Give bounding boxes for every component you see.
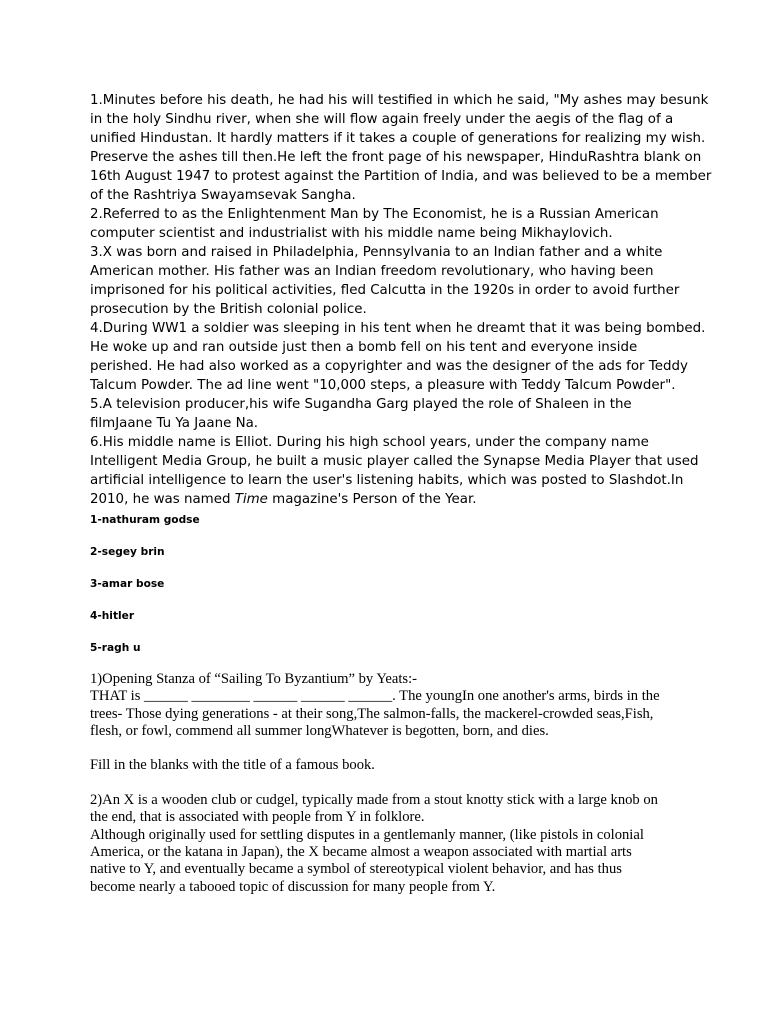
question-number: 5. xyxy=(90,397,103,412)
question-1-line: of the Rashtriya Swayamsevak Sangha. xyxy=(90,188,356,203)
cudgel-question-line: native to Y, and eventually became a symbol of stereotypical violent behavior, and has thus xyxy=(90,861,622,878)
instruction-line: Fill in the blanks with the title of a famous book. xyxy=(90,757,375,774)
question-6-line: 2010, he was named Time magazine's Person of the Year. xyxy=(90,492,477,507)
question-1-line: Preserve the ashes till then.He left the front page of his newspaper, HinduRashtra blank on xyxy=(90,150,702,165)
question-1-line: in the holy Sindhu river, when she will flow again freely under the aegis of the flag of a xyxy=(90,112,674,127)
question-5-line: filmJaane Tu Ya Jaane Na. xyxy=(90,416,259,431)
question-text: X was born and raised in Philadelphia, Pennsylvania to an Indian father and a white xyxy=(102,245,663,260)
question-number: 3. xyxy=(90,245,103,260)
question-4-line xyxy=(90,319,706,338)
paragraph-gap xyxy=(90,775,690,792)
question-3-line xyxy=(90,243,690,262)
question-6-line: artificial intelligence to learn the user's listening habits, which was posted to Slashdot.In xyxy=(90,473,684,488)
cudgel-question-line: the end, that is associated with people from Y in folklore. xyxy=(90,809,425,826)
question-text: A television producer,his wife Sugandha Garg played the role of Shaleen in the xyxy=(102,397,632,412)
question-text: Referred to as the Enlightenment Man by The Economist, he is a Russian American xyxy=(102,207,659,222)
stanza-question-line: 1)Opening Stanza of “Sailing To Byzantium” by Yeats:- xyxy=(90,671,418,687)
question-3-line: prosecution by the British colonial police. xyxy=(90,302,367,317)
question-text: Minutes before his death, he had his will testified in which he said, "My ashes may besunk xyxy=(102,93,709,108)
question-1-line xyxy=(90,91,709,110)
question-1-line: 16th August 1947 to protest against the Partition of India, and was believed to be a member xyxy=(90,169,712,184)
stanza-question-line: THAT is ______ ________ ______ ______ ______. The youngIn one another's arms, birds in the xyxy=(90,688,660,705)
question-5-line xyxy=(90,395,690,414)
question-2-line: computer scientist and industrialist with his middle name being Mikhaylovich. xyxy=(90,226,613,241)
question-6-line: Intelligent Media Group, he built a music player called the Synapse Media Player that used xyxy=(90,454,699,469)
question-number: 6. xyxy=(90,435,103,450)
answer-item: 5-ragh u xyxy=(90,642,141,654)
question-6-line xyxy=(90,433,690,452)
question-2-line xyxy=(90,205,690,224)
question-number: 2. xyxy=(90,207,103,222)
stanza-question-line: trees- Those dying generations - at their song,The salmon-falls, the mackerel-crowded seas,Fish, xyxy=(90,705,654,722)
answer-item: 1-nathuram godse xyxy=(90,514,200,526)
question-3-line: imprisoned for his political activities, fled Calcutta in the 1920s in order to avoid further xyxy=(90,283,680,298)
paragraph-gap xyxy=(90,740,690,757)
question-text: His middle name is Elliot. During his high school years, under the company name xyxy=(102,435,649,450)
quiz-questions xyxy=(90,91,712,509)
cudgel-question-line: America, or the katana in Japan), the X became almost a weapon associated with martial arts xyxy=(90,843,632,860)
cudgel-question-line: 2)An X is a wooden club or cudgel, typically made from a stout knotty stick with a large knob on xyxy=(90,792,658,809)
stanza-question-line: flesh, or fowl, commend all summer longWhatever is begotten, born, and dies. xyxy=(90,722,549,739)
question-3-line: American mother. His father was an Indian freedom revolutionary, who having been xyxy=(90,264,654,279)
question-number: 4. xyxy=(90,321,103,336)
question-4-line: Talcum Powder. The ad line went "10,000 steps, a pleasure with Teddy Talcum Powder". xyxy=(90,378,676,393)
answer-item: 4-hitler xyxy=(90,610,135,622)
cudgel-question-line: become nearly a tabooed topic of discussion for many people from Y. xyxy=(90,878,496,895)
cudgel-question-line: Although originally used for settling disputes in a gentlemanly manner, (like pistols in colonial xyxy=(90,826,644,843)
question-4-line: He woke up and ran outside just then a bomb fell on his tent and everyone inside xyxy=(90,340,638,355)
second-question-set xyxy=(90,671,690,896)
question-4-line: perished. He had also worked as a copyrighter and was the designer of the ads for Teddy xyxy=(90,359,688,374)
question-text: During WW1 a soldier was sleeping in his tent when he dreamt that it was being bombed. xyxy=(102,321,706,336)
question-1-line: unified Hindustan. It hardly matters if it takes a couple of generations for realizing my wish. xyxy=(90,131,706,146)
italic-magazine-name: Time xyxy=(234,492,268,507)
answer-item: 2-segey brin xyxy=(90,546,165,558)
answer-list xyxy=(90,514,200,674)
question-number: 1. xyxy=(90,93,103,108)
answer-item: 3-amar bose xyxy=(90,578,165,590)
